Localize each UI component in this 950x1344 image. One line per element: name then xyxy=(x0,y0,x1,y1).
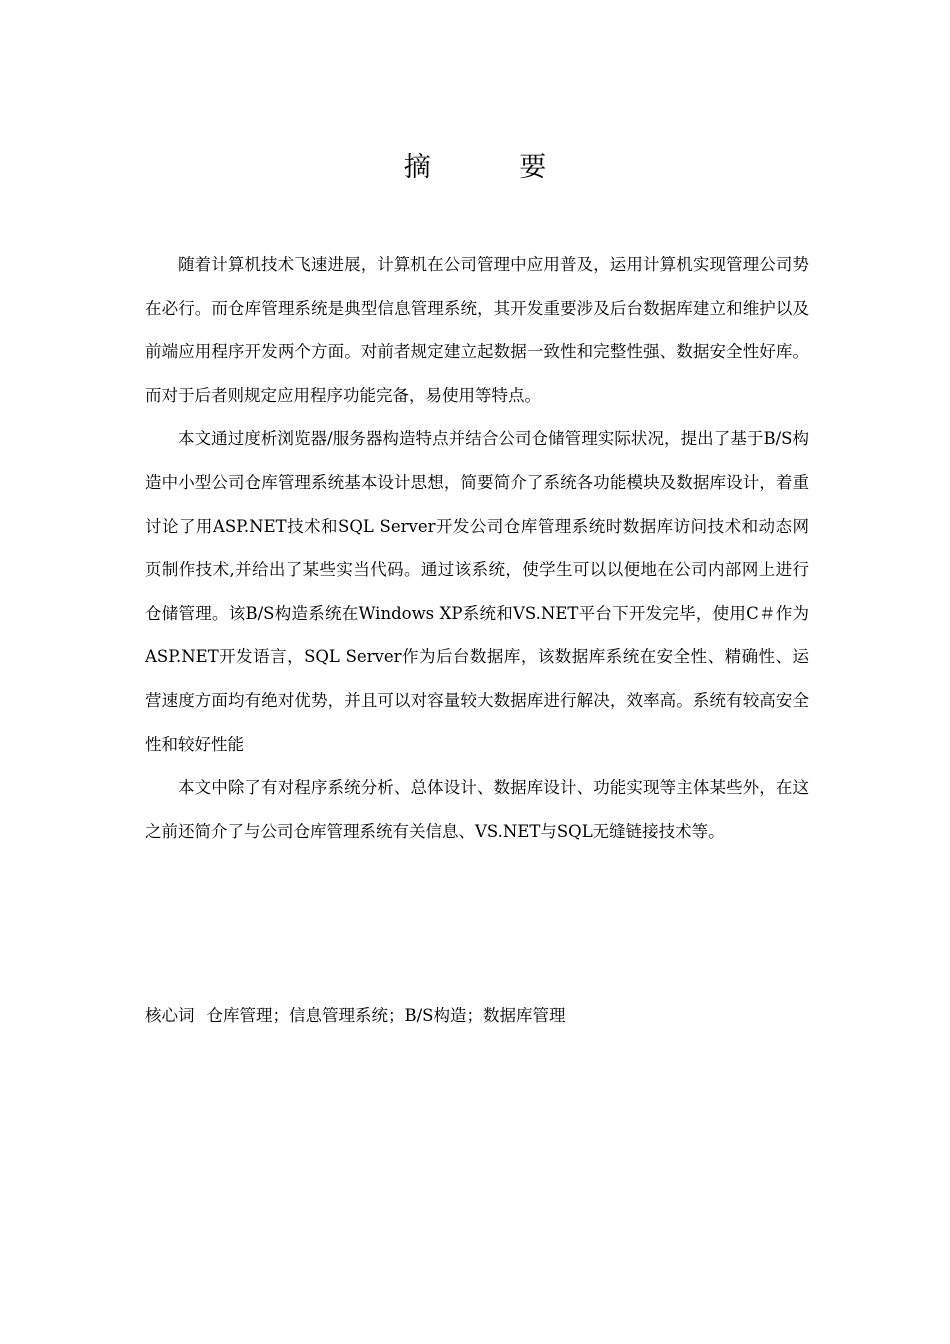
keywords-label: 核心词 xyxy=(145,1006,195,1025)
keywords-value: 仓库管理；信息管理系统；B/S构造；数据库管理 xyxy=(206,1006,566,1025)
abstract-body xyxy=(145,243,809,853)
abstract-paragraph-2: 本文通过度析浏览器/服务器构造特点并结合公司仓储管理实际状况，提出了基于B/S构造中小型公司仓库管理系统基本设计思想，简要简介了系统各功能模块及数据库设计，着重讨论了用ASP.NET技术和SQL Server开发公司仓库管理系统时数据库访问技术和动态网页制作技术,并给出了某些实当代码。通过该系统，使学生可以以便地在公司内部网上进行仓储管理。该B/S构造系统在Windows XP系统和VS.NET平台下开发完毕，使用C＃作为ASP.NET开发语言，SQL Server作为后台数据库，该数据库系统在安全性、精确性、运营速度方面均有绝对优势，并且可以对容量较大数据库进行解决，效率高。系统有较高安全性和较好性能 xyxy=(145,429,809,754)
keywords-line xyxy=(145,996,809,1036)
abstract-title: 摘 要 xyxy=(403,152,587,183)
abstract-paragraph-1: 随着计算机技术飞速进展，计算机在公司管理中应用普及，运用计算机实现管理公司势在必行。而仓库管理系统是典型信息管理系统，其开发重要涉及后台数据库建立和维护以及前端应用程序开发两个方面。对前者规定建立起数据一致性和完整性强、数据安全性好库。而对于后者则规定应用程序功能完备，易使用等特点。 xyxy=(145,255,809,405)
abstract-paragraph-3: 本文中除了有对程序系统分析、总体设计、数据库设计、功能实现等主体某些外，在这之前还简介了与公司仓库管理系统有关信息、VS.NET与SQL无缝链接技术等。 xyxy=(145,778,809,841)
